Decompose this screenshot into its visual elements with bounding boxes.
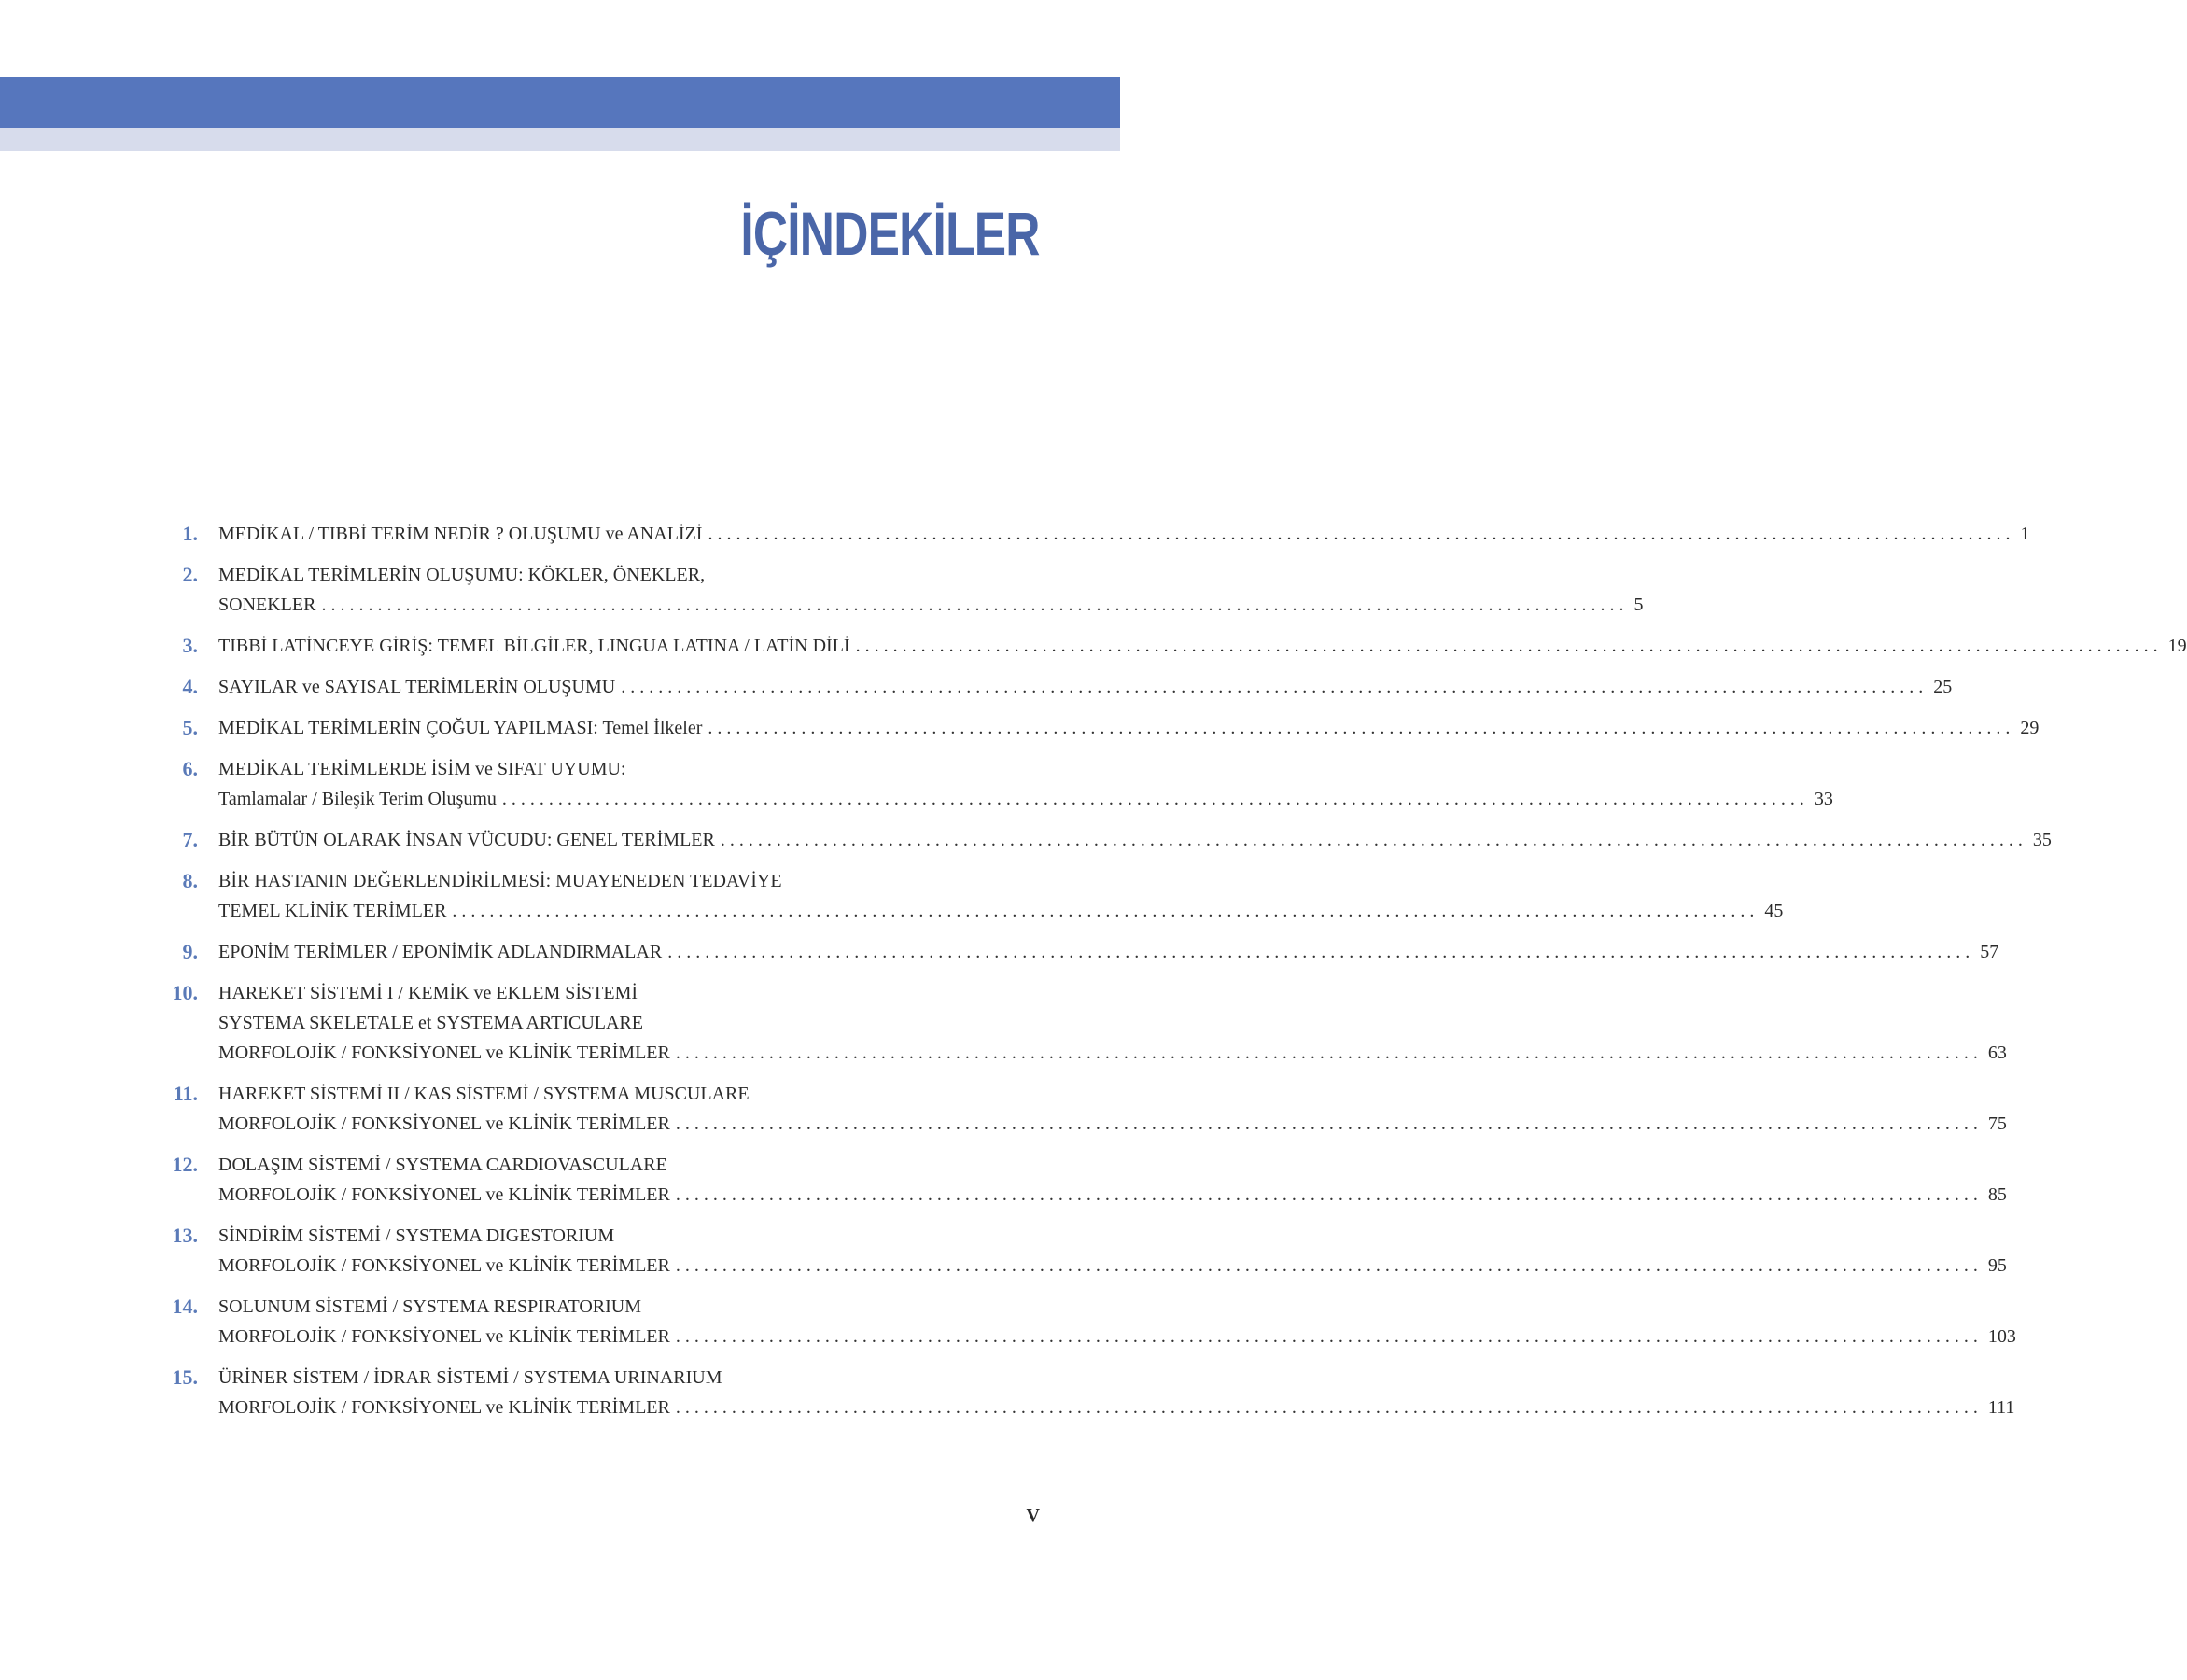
toc-entry-title-line: SOLUNUM SİSTEMİ / SYSTEMA RESPIRATORIUM [218,1296,642,1317]
toc-entry-number: 14. [172,1295,198,1318]
dot-leader: ............................................................................................................................................ [321,595,1629,615]
toc-entry[interactable] [159,519,2030,549]
toc-entry-title-line: SİNDİRİM SİSTEMİ / SYSTEMA DIGESTORIUM [218,1225,615,1246]
toc-entry-page: 1 [2020,524,2030,544]
toc-entry-number: 8. [182,869,198,892]
toc-entry-page: 75 [1987,1113,2007,1134]
toc-entry-title-line: Tamlamalar / Bileşik Terim Oluşumu [218,789,497,809]
dot-leader: ............................................................................................................................................ [501,789,1809,809]
toc-entry-page: 57 [1980,942,1999,962]
toc-entry-number: 1. [182,522,198,545]
toc-entry-number: 10. [172,981,198,1004]
toc-entry-title-line: MORFOLOJİK / FONKSİYONEL ve KLİNİK TERİMLER [218,1184,670,1205]
toc-entry-title-line: MEDİKAL / TIBBİ TERİM NEDİR ? OLUŞUMU ve ANALİZİ [218,524,703,544]
toc-entry-title-line: BİR HASTANIN DEĞERLENDİRİLMESİ: MUAYENEDEN TEDAVİYE [218,871,782,891]
toc-entry-number: 2. [182,563,198,586]
dot-leader: ............................................................................................................................................ [675,1184,1983,1205]
table-of-contents [159,519,2187,1422]
toc-entry-page: 111 [1987,1397,2015,1418]
dot-leader: ............................................................................................................................................ [675,1113,1983,1134]
toc-entry-number: 3. [182,634,198,657]
toc-entry-title-line: MORFOLOJİK / FONKSİYONEL ve KLİNİK TERİMLER [218,1255,670,1276]
toc-entry-number: 9. [182,940,198,963]
toc-entry[interactable] [159,1292,2016,1351]
dot-leader: ............................................................................................................................................ [675,1255,1983,1276]
toc-entry-page: 33 [1814,789,1833,809]
page-number: V [1026,1505,1040,1526]
toc-entry[interactable] [159,866,1784,926]
toc-entry-number: 13. [172,1224,198,1247]
toc-entry-page: 63 [1987,1043,2007,1063]
toc-entry[interactable] [159,825,2052,855]
dot-leader: ............................................................................................................................................ [708,524,2015,544]
toc-entry-title-line: MORFOLOJİK / FONKSİYONEL ve KLİNİK TERİMLER [218,1397,670,1418]
toc-entry-title-line: EPONİM TERİMLER / EPONİMİK ADLANDIRMALAR [218,942,663,962]
toc-entry-page: 19 [2167,636,2187,656]
toc-entry[interactable] [159,713,2040,743]
toc-entry[interactable] [159,560,1644,620]
toc-entry-title-line: MORFOLOJİK / FONKSİYONEL ve KLİNİK TERİMLER [218,1113,670,1134]
toc-entry-title-line: MORFOLOJİK / FONKSİYONEL ve KLİNİK TERİMLER [218,1326,670,1347]
toc-entry[interactable] [159,978,2007,1068]
toc-entry-page: 95 [1987,1255,2007,1276]
toc-entry[interactable] [159,1150,2007,1210]
toc-entry-page: 29 [2020,718,2040,738]
toc-entry[interactable] [159,672,1953,702]
page-title: İÇİNDEKİLER [740,199,1040,268]
toc-entry-number: 7. [182,828,198,851]
dot-leader: ............................................................................................................................................ [675,1326,1983,1347]
dot-leader: ............................................................................................................................................ [720,830,2027,850]
toc-entry-title-line: TIBBİ LATİNCEYE GİRİŞ: TEMEL BİLGİLER, LINGUA LATINA / LATİN DİLİ [218,636,850,656]
toc-entry-title-line: MEDİKAL TERİMLERDE İSİM ve SIFAT UYUMU: [218,759,626,779]
header-band [0,77,1120,128]
toc-entry-title-line: TEMEL KLİNİK TERİMLER [218,901,447,921]
toc-entry-number: 15. [172,1365,198,1389]
toc-entry[interactable] [159,937,1999,967]
toc-entry-page: 85 [1987,1184,2007,1205]
dot-leader: ............................................................................................................................................ [675,1397,1983,1418]
toc-entry[interactable] [159,631,2187,661]
toc-entry-title-line: HAREKET SİSTEMİ I / KEMİK ve EKLEM SİSTEMİ [218,983,638,1003]
toc-entry-page: 25 [1933,677,1953,697]
toc-entry-page: 45 [1764,901,1784,921]
dot-leader: ............................................................................................................................................ [708,718,2015,738]
toc-entry-number: 5. [182,716,198,739]
toc-entry-title-line: DOLAŞIM SİSTEMİ / SYSTEMA CARDIOVASCULARE [218,1155,667,1175]
toc-entry-page: 103 [1987,1326,2016,1347]
dot-leader: ............................................................................................................................................ [855,636,2163,656]
dot-leader: ............................................................................................................................................ [667,942,1975,962]
toc-entry-title-line: ÜRİNER SİSTEM / İDRAR SİSTEMİ / SYSTEMA URINARIUM [218,1367,722,1388]
toc-entry[interactable] [159,1221,2007,1281]
toc-entry-title-line: HAREKET SİSTEMİ II / KAS SİSTEMİ / SYSTEMA MUSCULARE [218,1084,750,1104]
header-subband [0,128,1120,151]
toc-entry-title-line: MEDİKAL TERİMLERİN ÇOĞUL YAPILMASI: Temel İlkeler [218,718,703,738]
toc-entry-title-line: SONEKLER [218,595,316,615]
toc-entry-number: 4. [182,675,198,698]
toc-entry-title-line: SAYILAR ve SAYISAL TERİMLERİN OLUŞUMU [218,677,616,697]
toc-entry-page: 5 [1633,595,1644,615]
dot-leader: ............................................................................................................................................ [452,901,1759,921]
toc-entry-number: 12. [172,1153,198,1176]
toc-entry[interactable] [159,1079,2007,1139]
toc-entry[interactable] [159,1363,2015,1422]
toc-entry-page: 35 [2032,830,2052,850]
toc-entry-title-line: MORFOLOJİK / FONKSİYONEL ve KLİNİK TERİMLER [218,1043,670,1063]
dot-leader: ............................................................................................................................................ [675,1043,1983,1063]
toc-entry[interactable] [159,754,1833,814]
toc-entry-title-line: BİR BÜTÜN OLARAK İNSAN VÜCUDU: GENEL TERİMLER [218,830,715,850]
toc-entry-title-line: SYSTEMA SKELETALE et SYSTEMA ARTICULARE [218,1013,643,1033]
toc-entry-number: 6. [182,757,198,780]
dot-leader: ............................................................................................................................................ [621,677,1928,697]
toc-entry-number: 11. [173,1082,198,1105]
toc-entry-title-line: MEDİKAL TERİMLERİN OLUŞUMU: KÖKLER, ÖNEKLER, [218,565,706,585]
